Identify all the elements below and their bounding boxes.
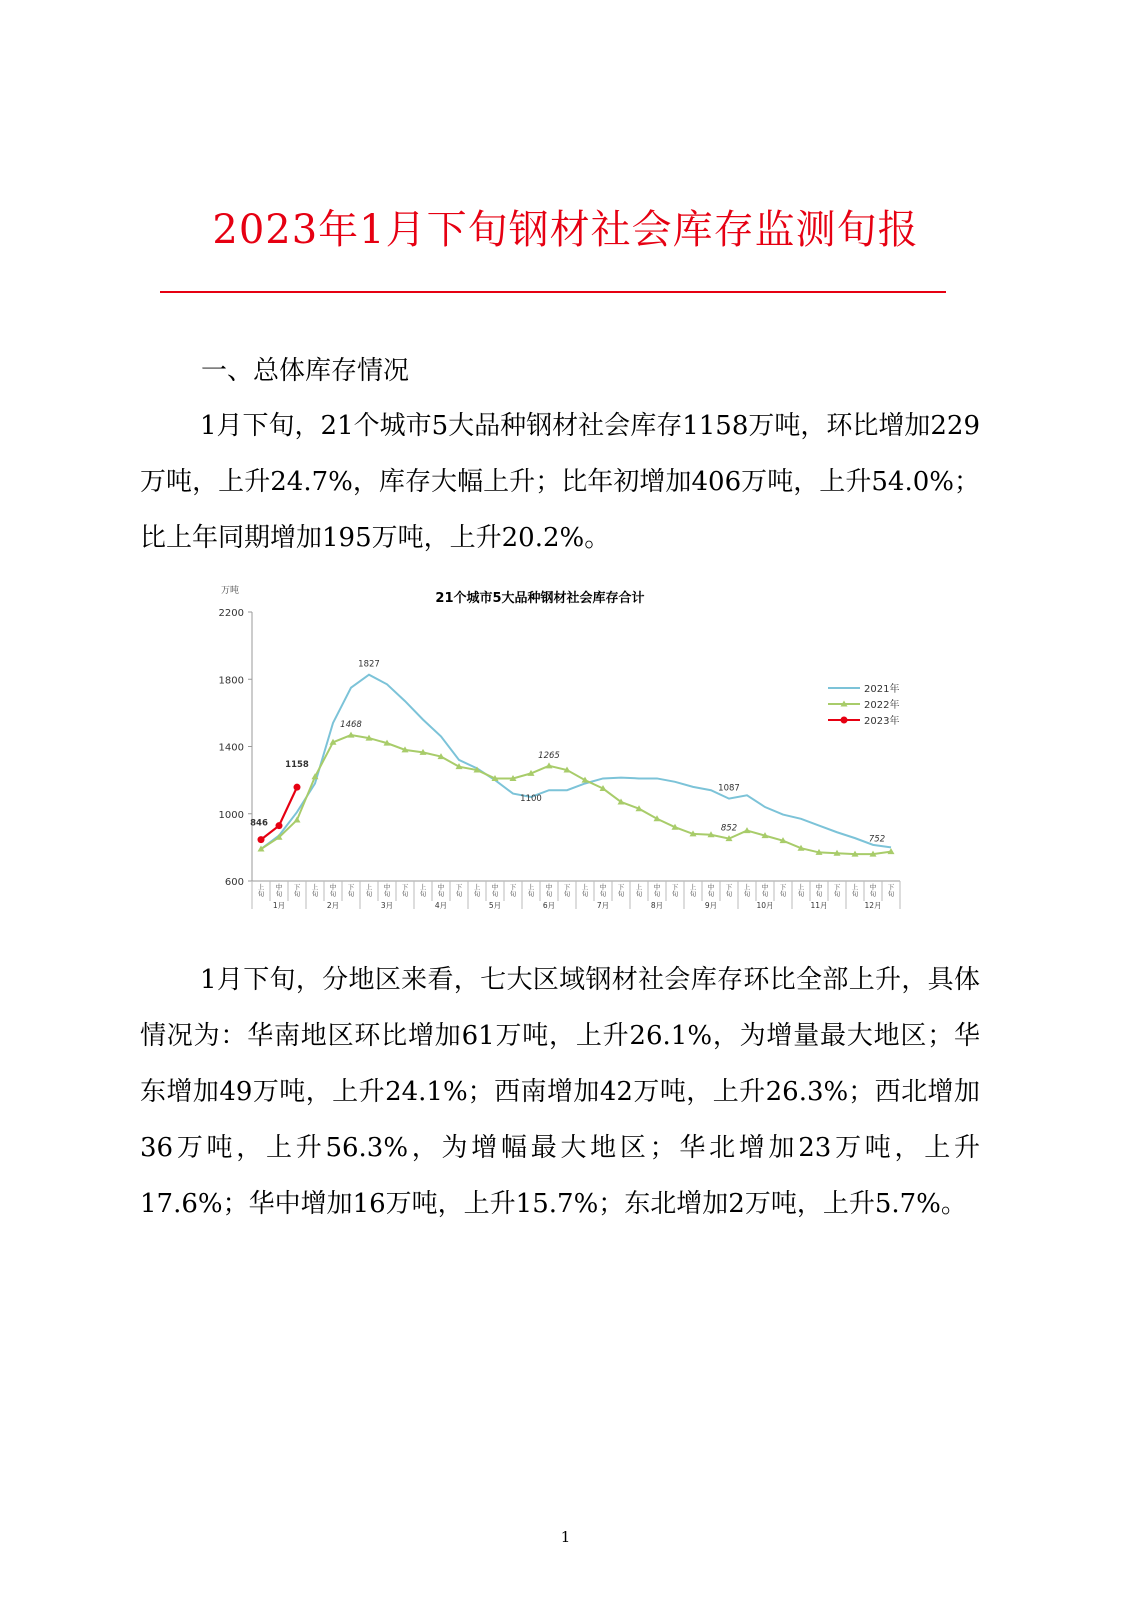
x-tick-label: 旬	[689, 890, 697, 898]
x-tick-label: 旬	[581, 890, 589, 898]
x-tick-label: 旬	[491, 890, 499, 898]
x-tick-label: 旬	[653, 890, 661, 898]
data-label: 852	[720, 823, 738, 834]
month-label: 4月	[434, 901, 448, 910]
x-tick-label: 旬	[329, 890, 337, 898]
x-tick-label: 旬	[833, 890, 841, 898]
x-tick-label: 旬	[257, 890, 265, 898]
data-label: 1468	[340, 720, 362, 731]
data-label: 1100	[520, 793, 542, 804]
x-tick-label: 上	[365, 883, 373, 891]
x-tick-label: 旬	[599, 890, 607, 898]
x-tick-label: 旬	[365, 890, 373, 898]
x-tick-label: 中	[653, 883, 661, 891]
x-tick-label: 上	[743, 883, 751, 891]
paragraph-overall: 1月下旬，21个城市5大品种钢材社会库存1158万吨，环比增加229万吨，上升24.7%，库存大幅上升；比年初增加406万吨，上升54.0%；比上年同期增加195万吨，上升20.2%。	[140, 411, 980, 553]
x-tick-label: 下	[509, 883, 517, 891]
series-line-2022年	[261, 735, 891, 854]
x-tick-label: 旬	[527, 890, 535, 898]
legend-label: 2023年	[864, 716, 900, 727]
month-label: 7月	[596, 901, 610, 910]
data-point	[294, 816, 301, 822]
x-tick-label: 上	[797, 883, 805, 891]
x-tick-label: 下	[293, 883, 301, 891]
x-tick-label: 中	[761, 883, 769, 891]
month-label: 9月	[704, 901, 718, 910]
x-tick-label: 旬	[563, 890, 571, 898]
month-label: 1月	[272, 901, 286, 910]
x-tick-label: 旬	[473, 890, 481, 898]
title-underline	[160, 291, 946, 293]
x-tick-label: 中	[437, 883, 445, 891]
x-tick-label: 旬	[671, 890, 679, 898]
data-point	[276, 822, 283, 829]
legend-label: 2021年	[864, 684, 900, 695]
x-tick-label: 旬	[455, 890, 463, 898]
x-tick-label: 中	[815, 883, 823, 891]
data-label: 1158	[285, 760, 309, 771]
page-number: 1	[560, 1528, 571, 1546]
x-tick-label: 中	[275, 883, 283, 891]
x-tick-label: 旬	[617, 890, 625, 898]
month-label: 11月	[810, 901, 828, 910]
x-tick-label: 上	[689, 883, 697, 891]
x-tick-label: 中	[599, 883, 607, 891]
y-axis-unit: 万吨	[220, 586, 240, 596]
series-line-2021年	[261, 675, 891, 849]
x-tick-label: 中	[383, 883, 391, 891]
x-tick-label: 中	[329, 883, 337, 891]
month-label: 6月	[542, 901, 556, 910]
x-tick-label: 中	[707, 883, 715, 891]
chart-title: 21个城市5大品种钢材社会库存合计	[435, 591, 645, 606]
x-tick-label: 旬	[851, 890, 859, 898]
inventory-chart-svg	[200, 580, 920, 920]
data-label: 1087	[718, 783, 740, 794]
x-tick-label: 中	[491, 883, 499, 891]
x-tick-label: 下	[779, 883, 787, 891]
x-tick-label: 下	[725, 883, 733, 891]
x-tick-label: 下	[617, 883, 625, 891]
x-tick-label: 旬	[869, 890, 877, 898]
legend-label: 2022年	[864, 700, 900, 711]
x-tick-label: 旬	[347, 890, 355, 898]
x-tick-label: 下	[671, 883, 679, 891]
x-tick-label: 旬	[707, 890, 715, 898]
month-label: 2月	[326, 901, 340, 910]
section-heading: 一、总体库存情况	[201, 356, 410, 386]
x-tick-label: 旬	[383, 890, 391, 898]
x-tick-label: 旬	[401, 890, 409, 898]
legend-marker	[841, 717, 848, 724]
data-point	[258, 836, 265, 843]
x-tick-label: 上	[419, 883, 427, 891]
x-tick-label: 旬	[743, 890, 751, 898]
x-tick-label: 中	[545, 883, 553, 891]
document-title: 2023年1月下旬钢材社会库存监测旬报	[212, 207, 919, 253]
x-tick-label: 旬	[311, 890, 319, 898]
x-tick-label: 旬	[275, 890, 283, 898]
data-label: 752	[868, 834, 886, 845]
x-tick-label: 旬	[293, 890, 301, 898]
y-tick-label: 1000	[218, 809, 244, 821]
x-tick-label: 旬	[797, 890, 805, 898]
x-tick-label: 上	[635, 883, 643, 891]
x-tick-label: 下	[347, 883, 355, 891]
y-tick-label: 2200	[218, 608, 244, 619]
x-tick-label: 旬	[887, 890, 895, 898]
data-label: 846	[250, 818, 268, 829]
x-tick-label: 旬	[761, 890, 769, 898]
x-tick-label: 上	[527, 883, 535, 891]
series-line-2023年	[261, 787, 297, 839]
x-tick-label: 旬	[419, 890, 427, 898]
x-tick-label: 下	[455, 883, 463, 891]
x-tick-label: 中	[869, 883, 877, 891]
x-tick-label: 下	[401, 883, 409, 891]
x-tick-label: 上	[473, 883, 481, 891]
month-label: 12月	[864, 901, 882, 910]
month-label: 10月	[756, 901, 774, 910]
month-label: 3月	[380, 901, 394, 910]
y-tick-label: 600	[224, 877, 244, 888]
data-label: 1265	[538, 750, 560, 761]
x-tick-label: 下	[563, 883, 571, 891]
month-label: 5月	[488, 901, 502, 910]
y-tick-label: 1400	[218, 742, 244, 754]
data-label: 1827	[358, 659, 380, 670]
x-tick-label: 旬	[635, 890, 643, 898]
paragraph-regional: 1月下旬，分地区来看，七大区域钢材社会库存环比全部上升，具体情况为：华南地区环比增加61万吨，上升26.1%，为增量最大地区；华东增加49万吨，上升24.1%；西南增加42万吨，上升26.3%；西北增加36万吨，上升56.3%，为增幅最大地区；华北增加23万吨，上升17.6%；华中增加16万吨，上升15.7%；东北增加2万吨，上升5.7%。	[140, 965, 980, 1219]
inventory-chart	[200, 580, 920, 920]
x-tick-label: 上	[581, 883, 589, 891]
x-tick-label: 下	[833, 883, 841, 891]
x-tick-label: 旬	[725, 890, 733, 898]
x-tick-label: 旬	[509, 890, 517, 898]
data-point	[744, 827, 751, 833]
x-tick-label: 上	[851, 883, 859, 891]
x-tick-label: 下	[887, 883, 895, 891]
month-label: 8月	[650, 901, 664, 910]
x-tick-label: 旬	[779, 890, 787, 898]
x-tick-label: 旬	[545, 890, 553, 898]
data-point	[546, 762, 553, 768]
x-tick-label: 旬	[815, 890, 823, 898]
x-tick-label: 上	[257, 883, 265, 891]
data-point	[294, 784, 301, 791]
x-tick-label: 上	[311, 883, 319, 891]
y-tick-label: 1800	[218, 675, 244, 687]
x-tick-label: 旬	[437, 890, 445, 898]
